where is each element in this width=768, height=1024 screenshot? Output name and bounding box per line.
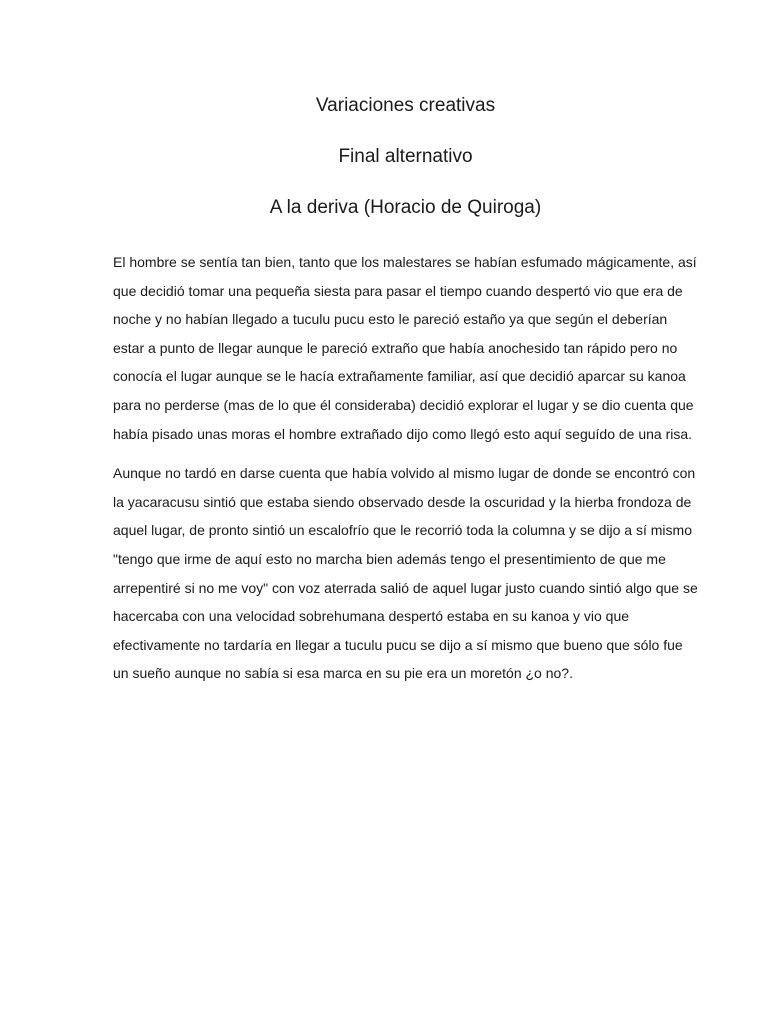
document-heading: Variaciones creativas xyxy=(315,95,496,116)
work-title: A la deriva (Horacio de Quiroga) xyxy=(269,197,542,218)
document-subheading: Final alternativo xyxy=(338,146,473,167)
paragraph-1: El hombre se sentía tan bien, tanto que los malestares se habían esfumado mágicamente, así que decidió tomar una pequeña siesta para pasar el tiempo cuando despertó vio que era de noche y no habían llegado a tuculu pucu esto le pareció estaño ya que según el deberían estar a punto de llegar aunque le pareció extraño que había anochesido tan rápido pero no conocía el lugar aunque se le hacía extrañamente familiar, así que decidió aparcar su kanoa para no perderse (mas de lo que él consideraba) decidió explorar el lugar y se dio cuenta que había pisado unas moras el hombre extrañado dijo como llegó esto aquí seguído de una risa. xyxy=(113,254,697,442)
paragraph-2: Aunque no tardó en darse cuenta que había volvido al mismo lugar de donde se encontró con la yacaracusu sintió que estaba siendo observado desde la oscuridad y la hierba frondoza de aquel lugar, de pronto sintió un escalofrío que le recorrió toda la columna y se dijo a sí mismo "tengo que irme de aquí esto no marcha bien además tengo el presentimiento de que me arrepentiré si no me voy" con voz aterrada salió de aquel lugar justo cuando sintió algo que se hacercaba con una velocidad sobrehumana despertó estaba en su kanoa y vio que efectivamente no tardaría en llegar a tuculu pucu se dijo a sí mismo que bueno que sólo fue un sueño aunque no sabía si esa marca en su pie era un moretón ¿o no?. xyxy=(113,465,698,682)
